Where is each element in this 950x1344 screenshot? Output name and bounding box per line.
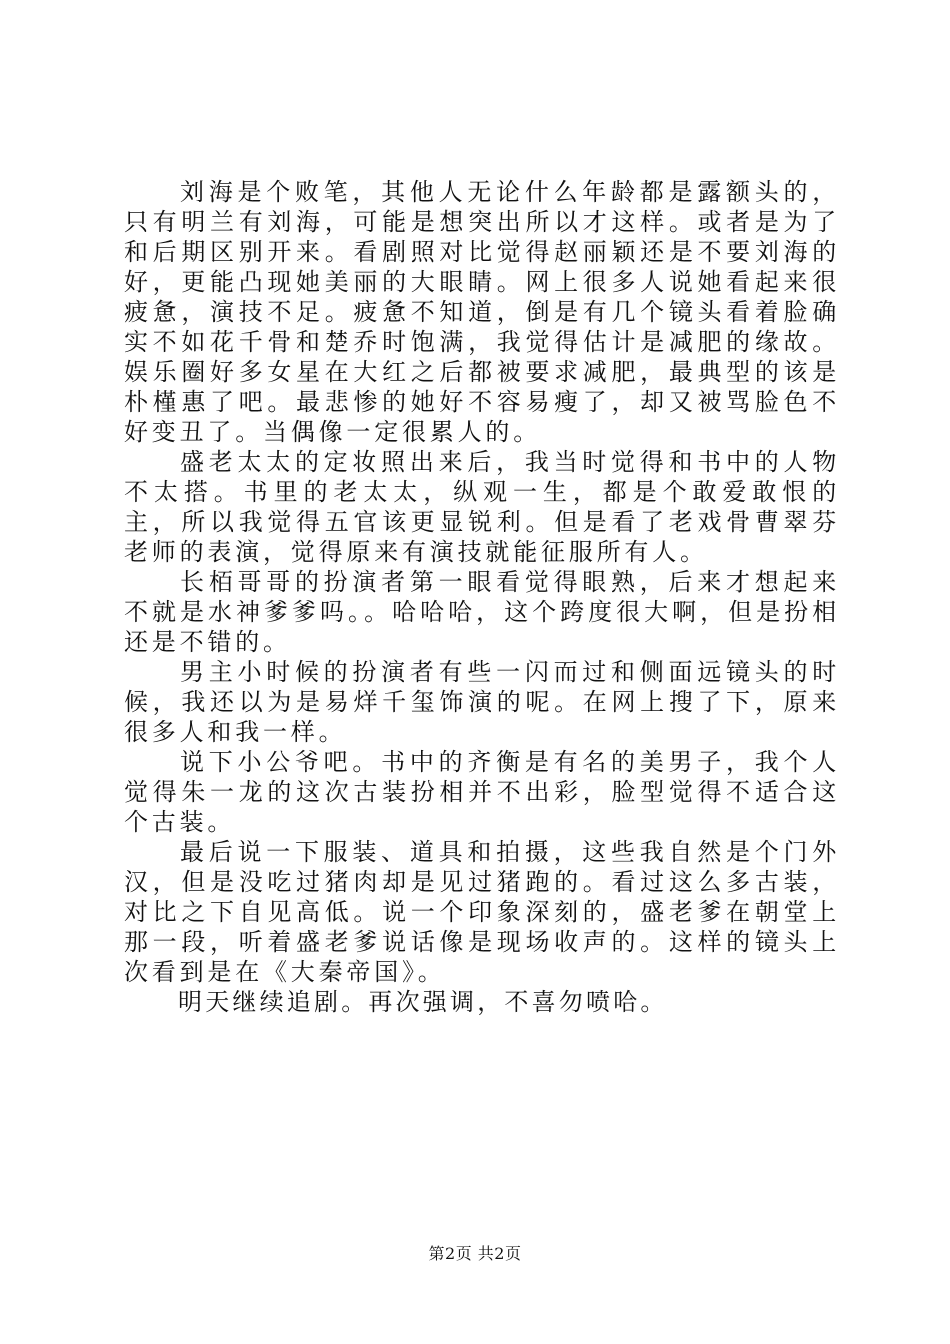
paragraph-7: 明天继续追剧。再次强调，不喜勿喷哈。 <box>178 988 668 1016</box>
document-body <box>124 177 840 1017</box>
paragraph-3: 长栢哥哥的扮演者第一眼看觉得眼熟，后来才想起来不就是水神爹爹吗。。哈哈哈，这个跨度很大啊，但是扮相还是不错的。 <box>124 568 840 656</box>
paragraph-6: 最后说一下服装、道具和拍摄，这些我自然是个门外汉，但是没吃过猪肉却是见过猪跑的。看过这么多古装，对比之下自见高低。说一个印象深刻的，盛老爹在朝堂上那一段，听着盛老爹说话像是现场收声的。这样的镜头上次看到是在《大秦帝国》。 <box>124 838 840 986</box>
paragraph-4: 男主小时候的扮演者有些一闪而过和侧面远镜头的时候，我还以为是易烊千玺饰演的呢。在网上搜了下，原来很多人和我一样。 <box>124 658 840 746</box>
page-number-footer: 第2页 共2页 <box>428 1244 522 1263</box>
paragraph-5: 说下小公爷吧。书中的齐衡是有名的美男子，我个人觉得朱一龙的这次古装扮相并不出彩，脸型觉得不适合这个古装。 <box>124 748 840 836</box>
paragraph-2: 盛老太太的定妆照出来后，我当时觉得和书中的人物不太搭。书里的老太太，纵观一生，都是个敢爱敢恨的主，所以我觉得五官该更显锐利。但是看了老戏骨曹翠芬老师的表演，觉得原来有演技就能征服所有人。 <box>124 448 840 566</box>
paragraph-1: 刘海是个败笔，其他人无论什么年龄都是露额头的，只有明兰有刘海，可能是想突出所以才这样。或者是为了和后期区别开来。看剧照对比觉得赵丽颖还是不要刘海的好，更能凸现她美丽的大眼睛。网上很多人说她看起来很疲惫，演技不足。疲惫不知道，倒是有几个镜头看着脸确实不如花千骨和楚乔时饱满，我觉得估计是减肥的缘故。娱乐圈好多女星在大红之后都被要求减肥，最典型的该是朴槿惠了吧。最悲惨的她好不容易瘦了，却又被骂脸色不好变丑了。当偶像一定很累人的。 <box>124 178 840 446</box>
